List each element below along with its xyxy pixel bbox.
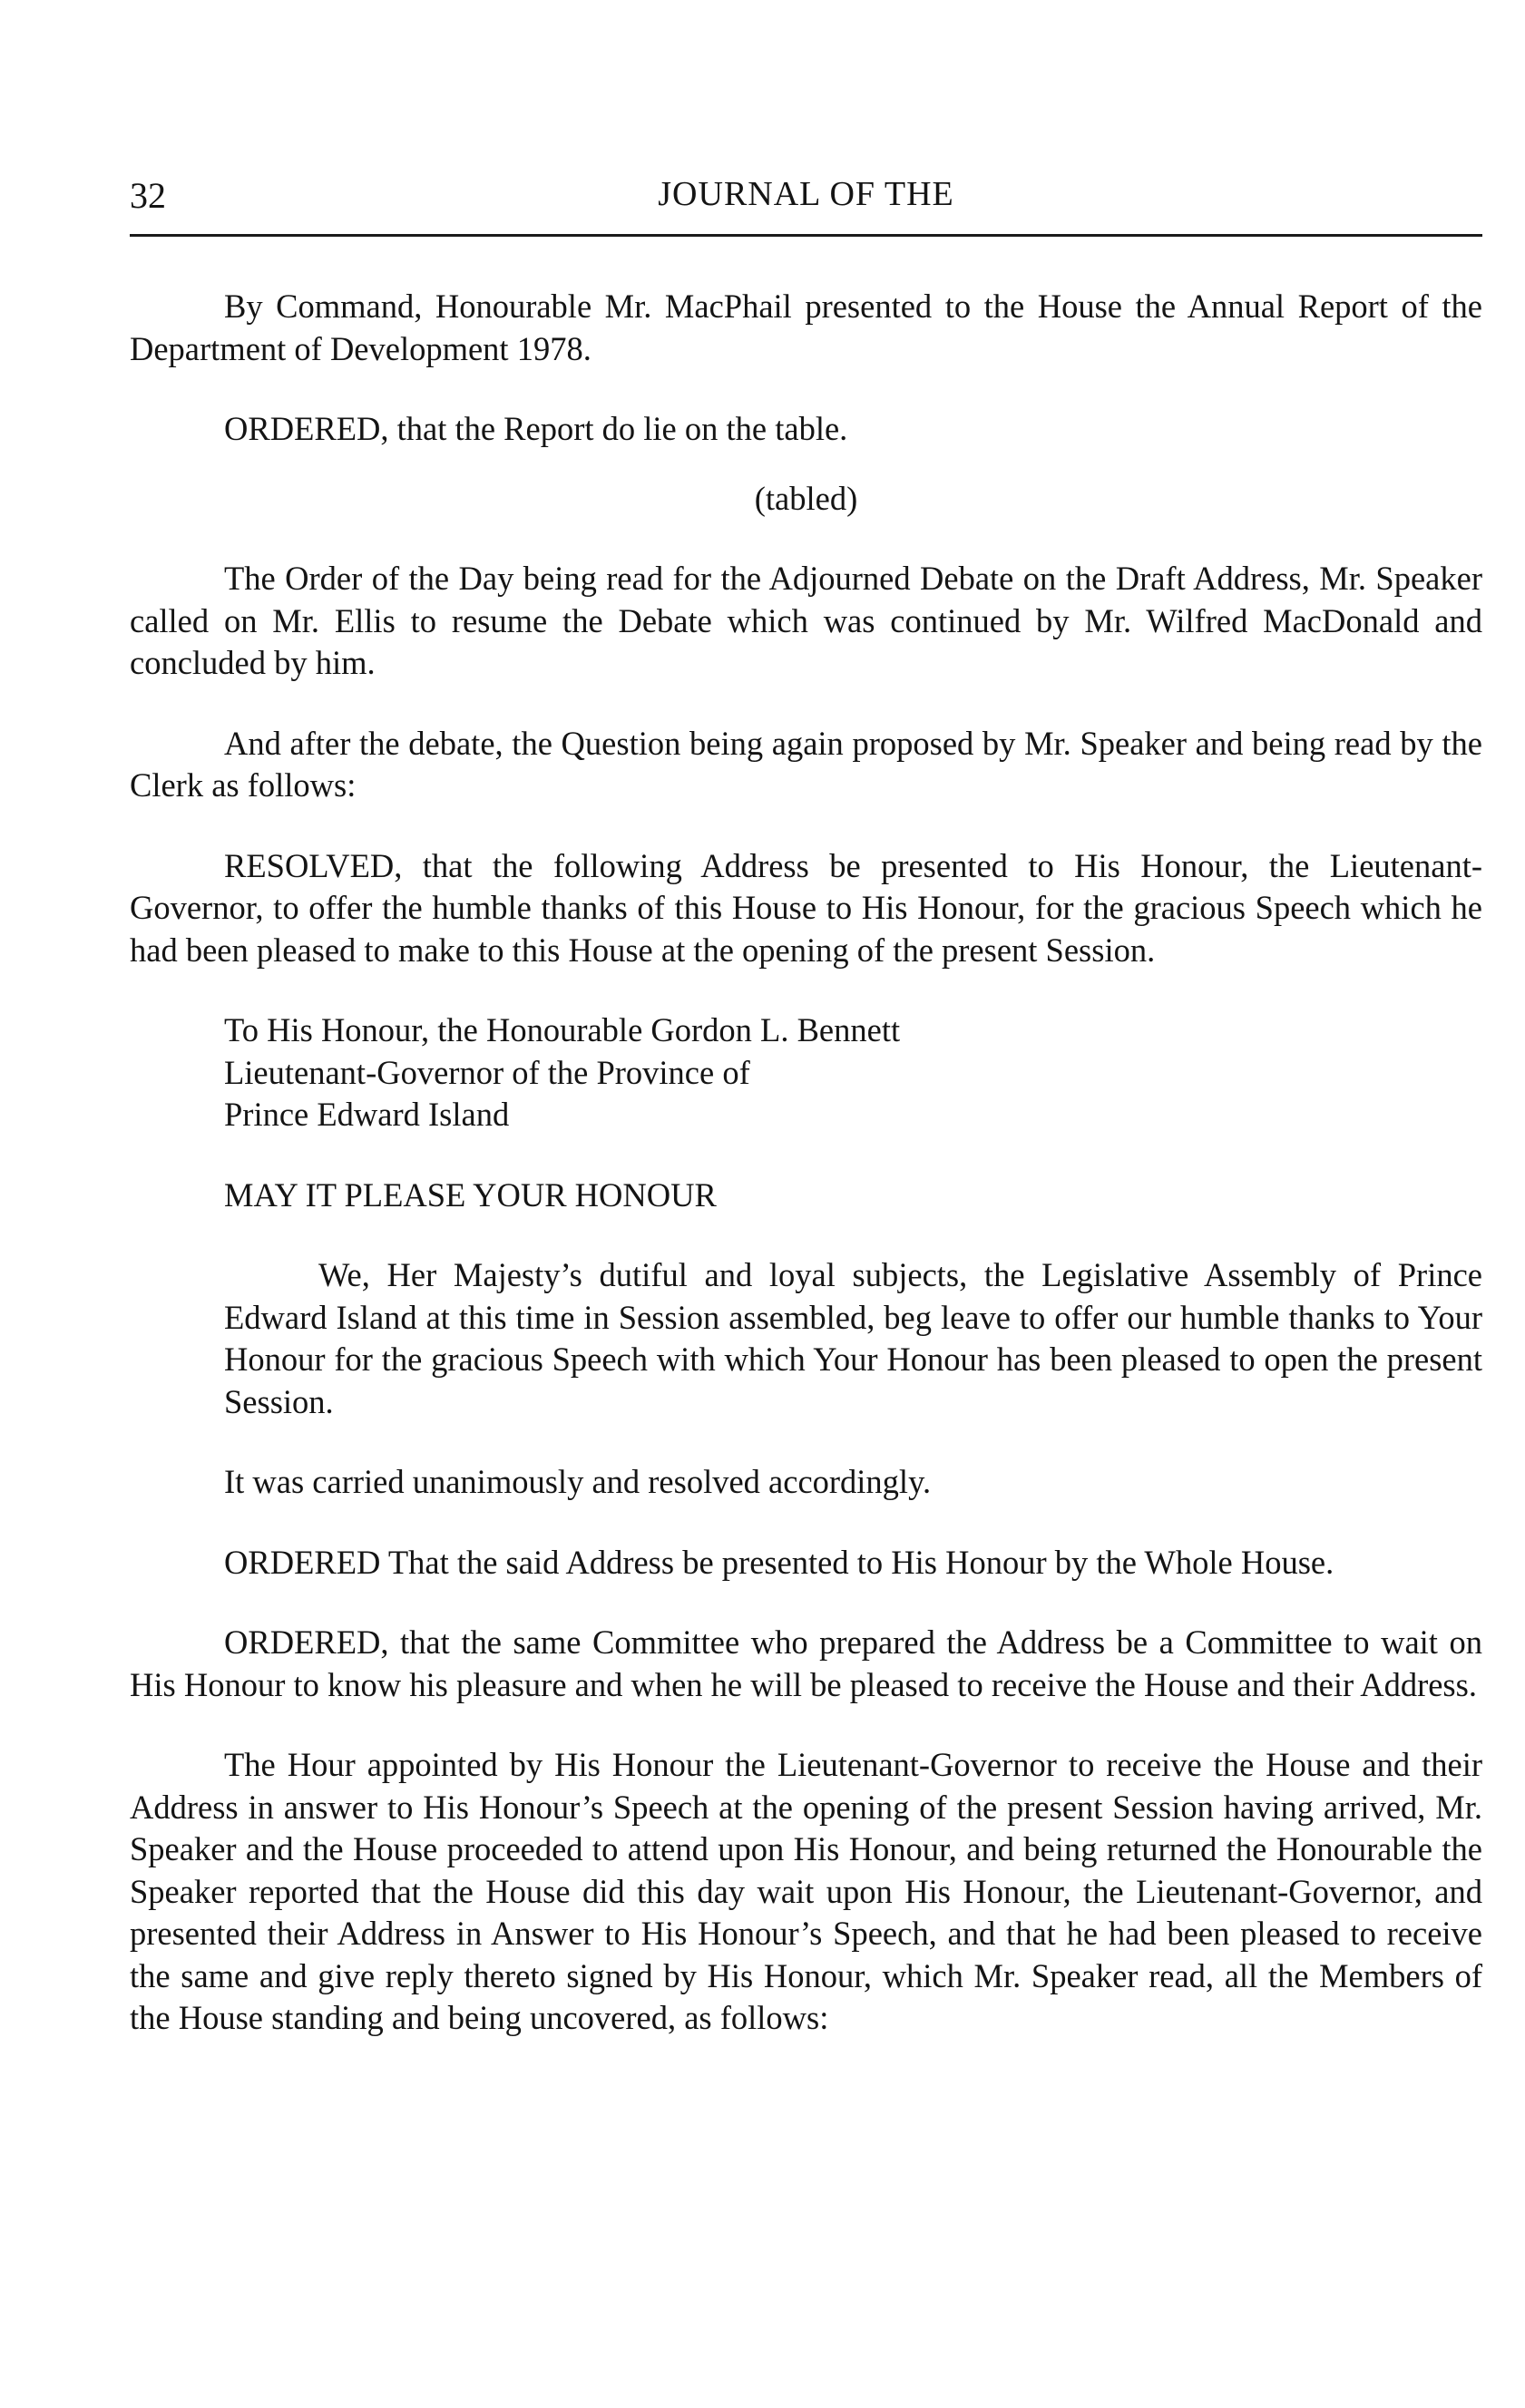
paragraph-carried: It was carried unanimously and resolved accordingly.: [224, 1463, 932, 1500]
paragraph-ordered-committee: ORDERED, that the same Committee who prepared the Address be a Committee to wait on His Honour to know his pleasure and when he will be pleased to receive the House and their Address.: [130, 1623, 1482, 1703]
paragraph-tabled: (tabled): [754, 479, 858, 517]
address-line-3: Prince Edward Island: [224, 1096, 510, 1133]
paragraph-ordered-whole-house: ORDERED That the said Address be presented to His Honour by the Whole House.: [224, 1543, 1334, 1581]
paragraph-address-text: We, Her Majesty’s dutiful and loyal subjects, the Legislative Assembly of Prince Edward Island at this time in Session assembled, beg leave to offer our humble thanks to Your Honour for the gracious Speech with which Your Honour has been pleased to open the present Session.: [224, 1256, 1482, 1420]
page-header: [130, 174, 1482, 219]
header-rule: [130, 234, 1482, 237]
address-line-2: Lieutenant-Governor of the Province of: [224, 1053, 750, 1091]
paragraph-hour-appointed: The Hour appointed by His Honour the Lieutenant-Governor to receive the House and their Address in answer to His Honour’s Speech at the opening of the present Session having arrived, Mr. Speaker and the House proceeded to attend upon His Honour, and being returned the Honourable the Speaker reported that the House did this day wait upon His Honour, the Lieutenant-Governor, and presented their Address in Answer to His Honour’s Speech, and that he had been pleased to receive the same and give reply thereto signed by His Honour, which Mr. Speaker read, all the Members of the House standing and being uncovered, as follows:: [130, 1746, 1482, 2036]
paragraph-ordered-table: ORDERED, that the Report do lie on the table.: [224, 410, 848, 447]
address-line-1: To His Honour, the Honourable Gordon L. Bennett: [224, 1011, 901, 1048]
paragraph-order-of-day: The Order of the Day being read for the Adjourned Debate on the Draft Address, Mr. Speaker called on Mr. Ellis to resume the Debate which was continued by Mr. Wilfred MacDonald and concluded by him.: [130, 560, 1482, 681]
page-number: 32: [130, 175, 166, 216]
paragraph-after-debate: And after the debate, the Question being again proposed by Mr. Speaker and being read by the Clerk as follows:: [130, 724, 1482, 804]
paragraph-resolved: RESOLVED, that the following Address be presented to His Honour, the Lieutenant-Governor, to offer the humble thanks of this House to His Honour, for the gracious Speech which he had been pleased to make to this House at the opening of the present Session.: [130, 846, 1482, 969]
paragraph-report: By Command, Honourable Mr. MacPhail presented to the House the Annual Report of the Department of Development 1978.: [130, 288, 1482, 367]
page-body: [130, 286, 1482, 2040]
address-block: [130, 1009, 1482, 1136]
running-head: JOURNAL OF THE: [658, 175, 954, 213]
salutation: MAY IT PLEASE YOUR HONOUR: [224, 1175, 717, 1214]
